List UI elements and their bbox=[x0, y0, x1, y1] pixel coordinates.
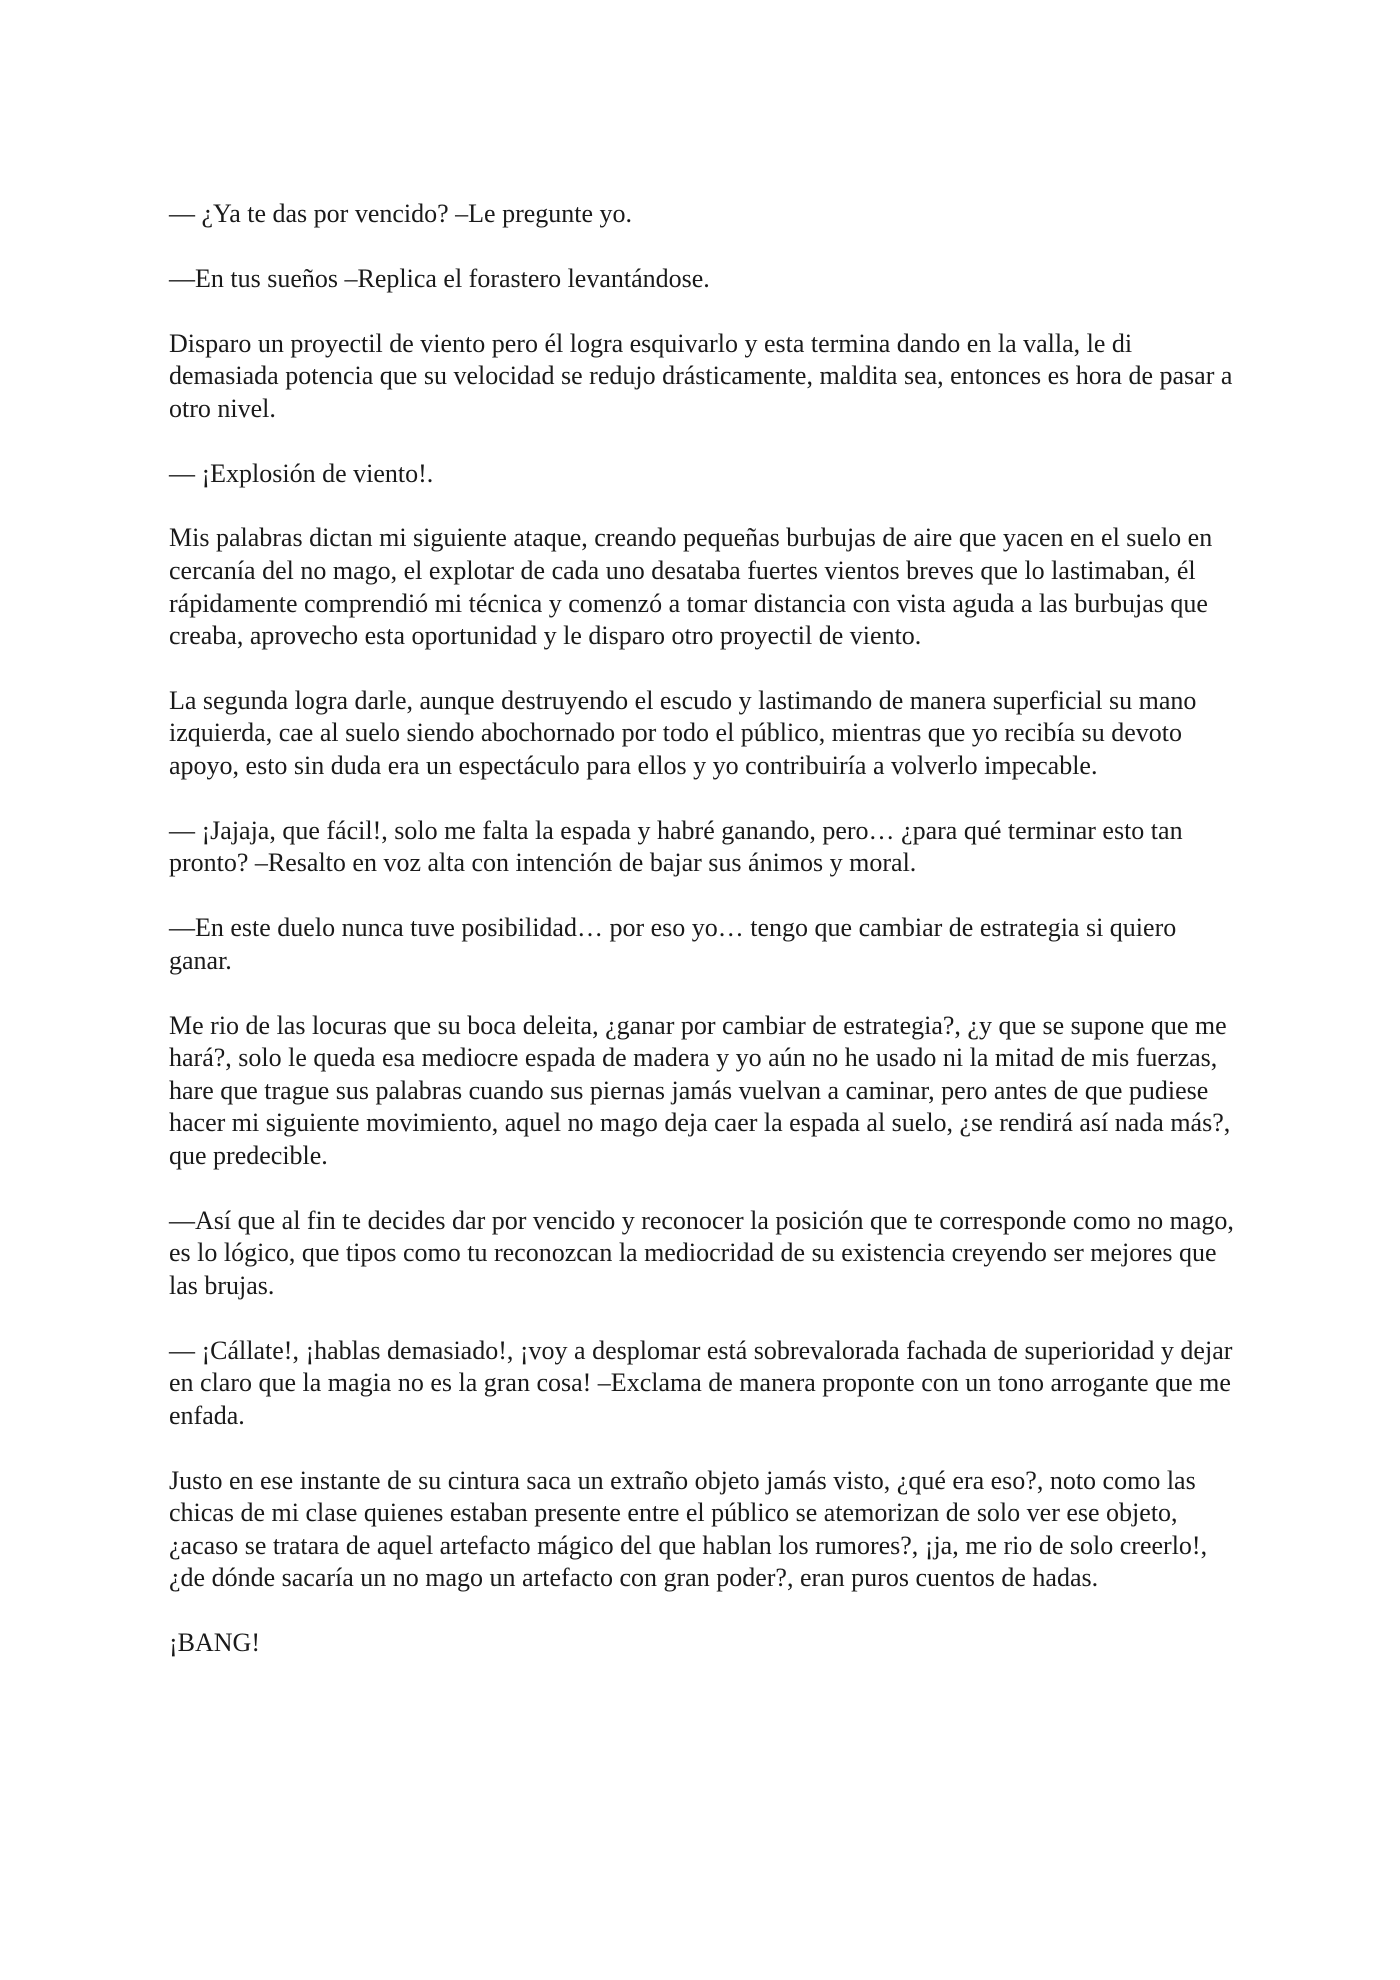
document-body bbox=[169, 198, 1244, 1692]
paragraph-dialogue-5: —En este duelo nunca tuve posibilidad… por eso yo… tengo que cambiar de estrategia si quiero ganar. bbox=[169, 913, 1177, 975]
paragraph-dialogue-1: — ¿Ya te das por vencido? –Le pregunte yo. bbox=[169, 199, 633, 228]
paragraph-narration-4: Me rio de las locuras que su boca deleita, ¿ganar por cambiar de estrategia?, ¿y que se supone que me hará?, solo le queda esa mediocre espada de madera y yo aún no he usado ni la mitad de mis fuerzas, hare que trague sus palabras cuando sus piernas jamás vuelvan a caminar, pero antes de que pudiese hacer mi siguiente movimiento, aquel no mago deja caer la espada al suelo, ¿se rendirá así nada más?, que predecible. bbox=[169, 1010, 1231, 1170]
paragraph-narration-5: Justo en ese instante de su cintura saca un extraño objeto jamás visto, ¿qué era eso?, noto como las chicas de mi clase quienes estaban presente entre el público se atemorizan de solo ver ese objeto, ¿acaso se tratara de aquel artefacto mágico del que hablan los rumores?, ¡ja, me rio de solo creerlo!, ¿de dónde sacaría un no mago un artefacto con gran poder?, eran puros cuentos de hadas. bbox=[169, 1465, 1208, 1593]
paragraph-sound-effect: ¡BANG! bbox=[169, 1628, 260, 1658]
paragraph-dialogue-4: — ¡Jajaja, que fácil!, solo me falta la espada y habré ganando, pero… ¿para qué terminar esto tan pronto? –Resalto en voz alta con intención de bajar sus ánimos y moral. bbox=[169, 815, 1183, 878]
paragraph-dialogue-6: —Así que al fin te decides dar por vencido y reconocer la posición que te corresponde como no mago, es lo lógico, que tipos como tu reconozcan la mediocridad de su existencia creyendo ser mejores que las brujas. bbox=[169, 1205, 1234, 1300]
paragraph-narration-1: Disparo un proyectil de viento pero él logra esquivarlo y esta termina dando en la valla, le di demasiada potencia que su velocidad se redujo drásticamente, maldita sea, entonces es hora de pasar a otro nivel. bbox=[169, 328, 1233, 423]
paragraph-narration-3: La segunda logra darle, aunque destruyendo el escudo y lastimando de manera superficial su mano izquierda, cae al suelo siendo abochornado por todo el público, mientras que yo recibía su devoto apoyo, esto sin duda era un espectáculo para ellos y yo contribuiría a volverlo impecable. bbox=[169, 685, 1197, 781]
paragraph-narration-2: Mis palabras dictan mi siguiente ataque, creando pequeñas burbujas de aire que yacen en el suelo en cercanía del no mago, el explotar de cada uno desataba fuertes vientos breves que lo lastimaban, él rápidamente comprendió mi técnica y comenzó a tomar distancia con vista aguda a las burbujas que creaba, aprovecho esta oportunidad y le disparo otro proyectil de viento. bbox=[169, 523, 1213, 651]
paragraph-dialogue-3: — ¡Explosión de viento!. bbox=[169, 458, 434, 488]
paragraph-dialogue-7: — ¡Cállate!, ¡hablas demasiado!, ¡voy a desplomar está sobrevalorada fachada de superioridad y dejar en claro que la magia no es la gran cosa! –Exclama de manera proponte con un tono arrogante que me enfada. bbox=[169, 1335, 1233, 1430]
paragraph-dialogue-2: —En tus sueños –Replica el forastero levantándose. bbox=[169, 263, 710, 293]
